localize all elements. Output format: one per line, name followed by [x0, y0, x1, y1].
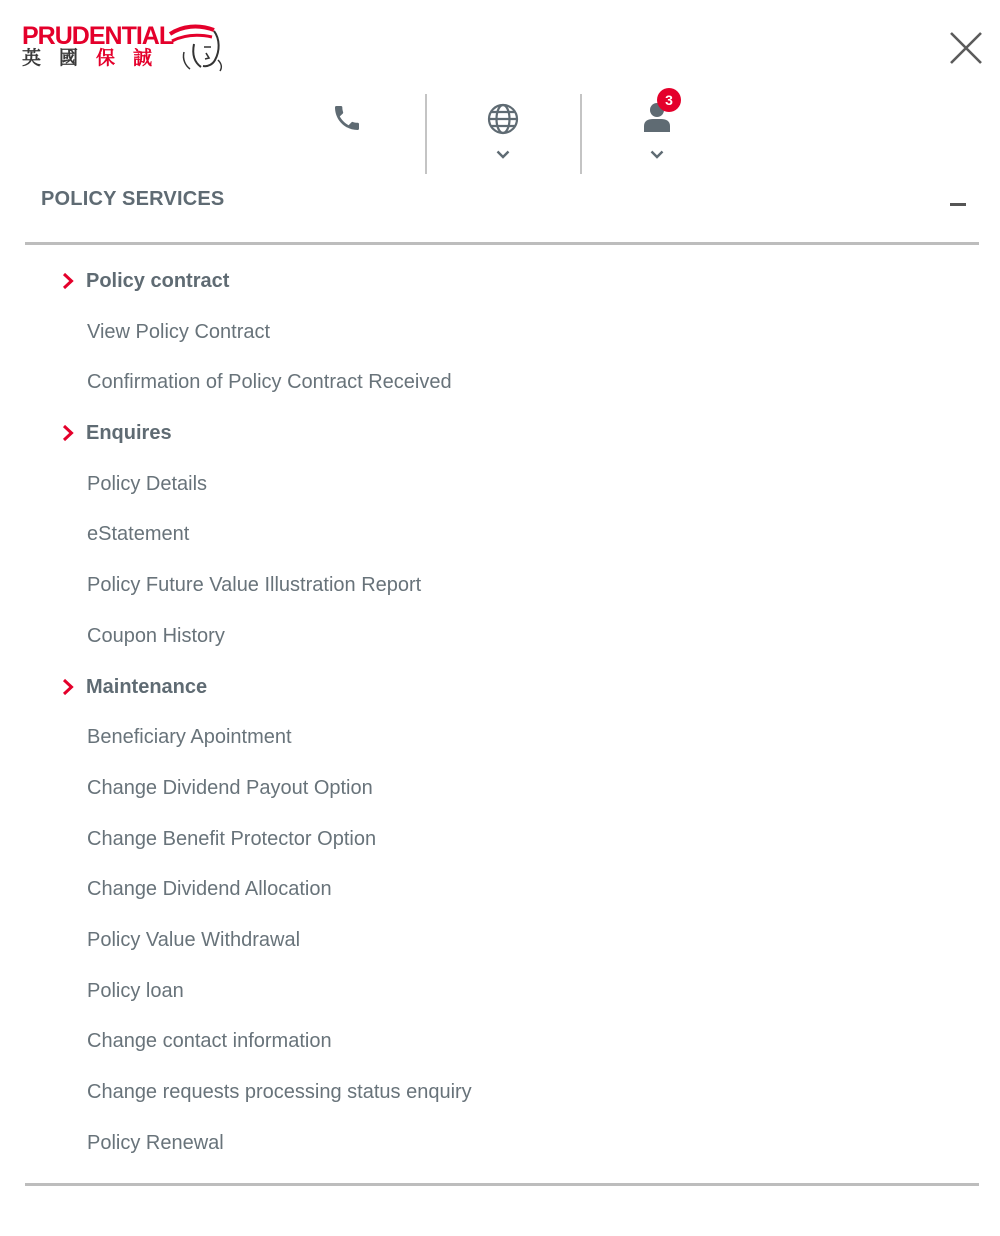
group-title: Enquires: [86, 422, 172, 445]
chevron-right-icon: [62, 678, 74, 696]
prudential-logo[interactable]: [22, 22, 227, 72]
chevron-down-icon: [650, 150, 664, 159]
list-item: [25, 864, 979, 915]
logo-chinese-name: [22, 48, 170, 70]
list-item: [25, 915, 979, 966]
phone-button[interactable]: [270, 94, 424, 174]
menu-link-future-value-report[interactable]: Policy Future Value Illustration Report: [87, 574, 422, 597]
menu-link-value-withdrawal[interactable]: Policy Value Withdrawal: [87, 928, 301, 951]
group-title: Policy contract: [86, 270, 230, 292]
section-divider: [25, 1183, 979, 1186]
close-icon[interactable]: [948, 30, 984, 66]
list-item: [25, 611, 979, 662]
chevron-right-icon: [62, 272, 74, 290]
menu-link-beneficiary-appointment[interactable]: Beneficiary Apointment: [87, 726, 292, 749]
list-item: [25, 307, 979, 358]
notification-badge: 3: [657, 88, 681, 112]
menu-link-dividend-payout[interactable]: Change Dividend Payout Option: [87, 776, 373, 799]
menu-link-status-enquiry[interactable]: Change requests processing status enquiry: [87, 1081, 472, 1103]
group-enquires[interactable]: [25, 408, 979, 459]
chevron-right-icon: [62, 424, 74, 442]
menu-link-policy-details[interactable]: Policy Details: [87, 472, 208, 495]
menu-link-view-policy-contract[interactable]: View Policy Contract: [87, 320, 271, 343]
list-item: [25, 1016, 979, 1067]
list-item: [25, 763, 979, 814]
menu-link-coupon-history[interactable]: Coupon History: [87, 624, 225, 647]
menu-link-dividend-allocation[interactable]: Change Dividend Allocation: [87, 878, 332, 901]
group-title: Maintenance: [86, 675, 208, 698]
group-policy-contract[interactable]: [25, 256, 979, 307]
logo-wordmark: PRUDENTIAL: [22, 22, 174, 50]
policy-services-accordion-header[interactable]: [25, 178, 979, 245]
list-item: [25, 509, 979, 560]
menu-link-estatement[interactable]: eStatement: [87, 523, 190, 546]
chevron-down-icon: [496, 150, 510, 159]
language-dropdown[interactable]: [425, 94, 581, 174]
menu-link-policy-renewal[interactable]: Policy Renewal: [87, 1131, 224, 1154]
menu-link-policy-loan[interactable]: Policy loan: [87, 979, 184, 1002]
menu-link-confirmation-received[interactable]: Confirmation of Policy Contract Received: [87, 371, 452, 394]
header-toolbar: [270, 94, 734, 174]
list-item: [25, 1118, 979, 1169]
list-item: [25, 712, 979, 763]
group-maintenance[interactable]: [25, 662, 979, 713]
section-title: POLICY SERVICES: [41, 188, 225, 210]
list-item: [25, 357, 979, 408]
list-item: [25, 459, 979, 510]
menu-link-benefit-protector[interactable]: Change Benefit Protector Option: [87, 827, 377, 850]
logo-chinese-dark: 英國: [22, 48, 97, 69]
phone-icon: [331, 102, 363, 134]
policy-services-menu: [25, 256, 979, 1168]
list-item: [25, 966, 979, 1017]
logo-chinese-red: 保誠: [96, 48, 171, 69]
menu-link-contact-information[interactable]: Change contact information: [87, 1030, 332, 1053]
minus-icon[interactable]: [950, 203, 966, 206]
prudence-face-icon: [168, 22, 224, 72]
list-item: [25, 814, 979, 865]
list-item: [25, 560, 979, 611]
globe-icon: [487, 103, 519, 135]
list-item: [25, 1067, 979, 1118]
